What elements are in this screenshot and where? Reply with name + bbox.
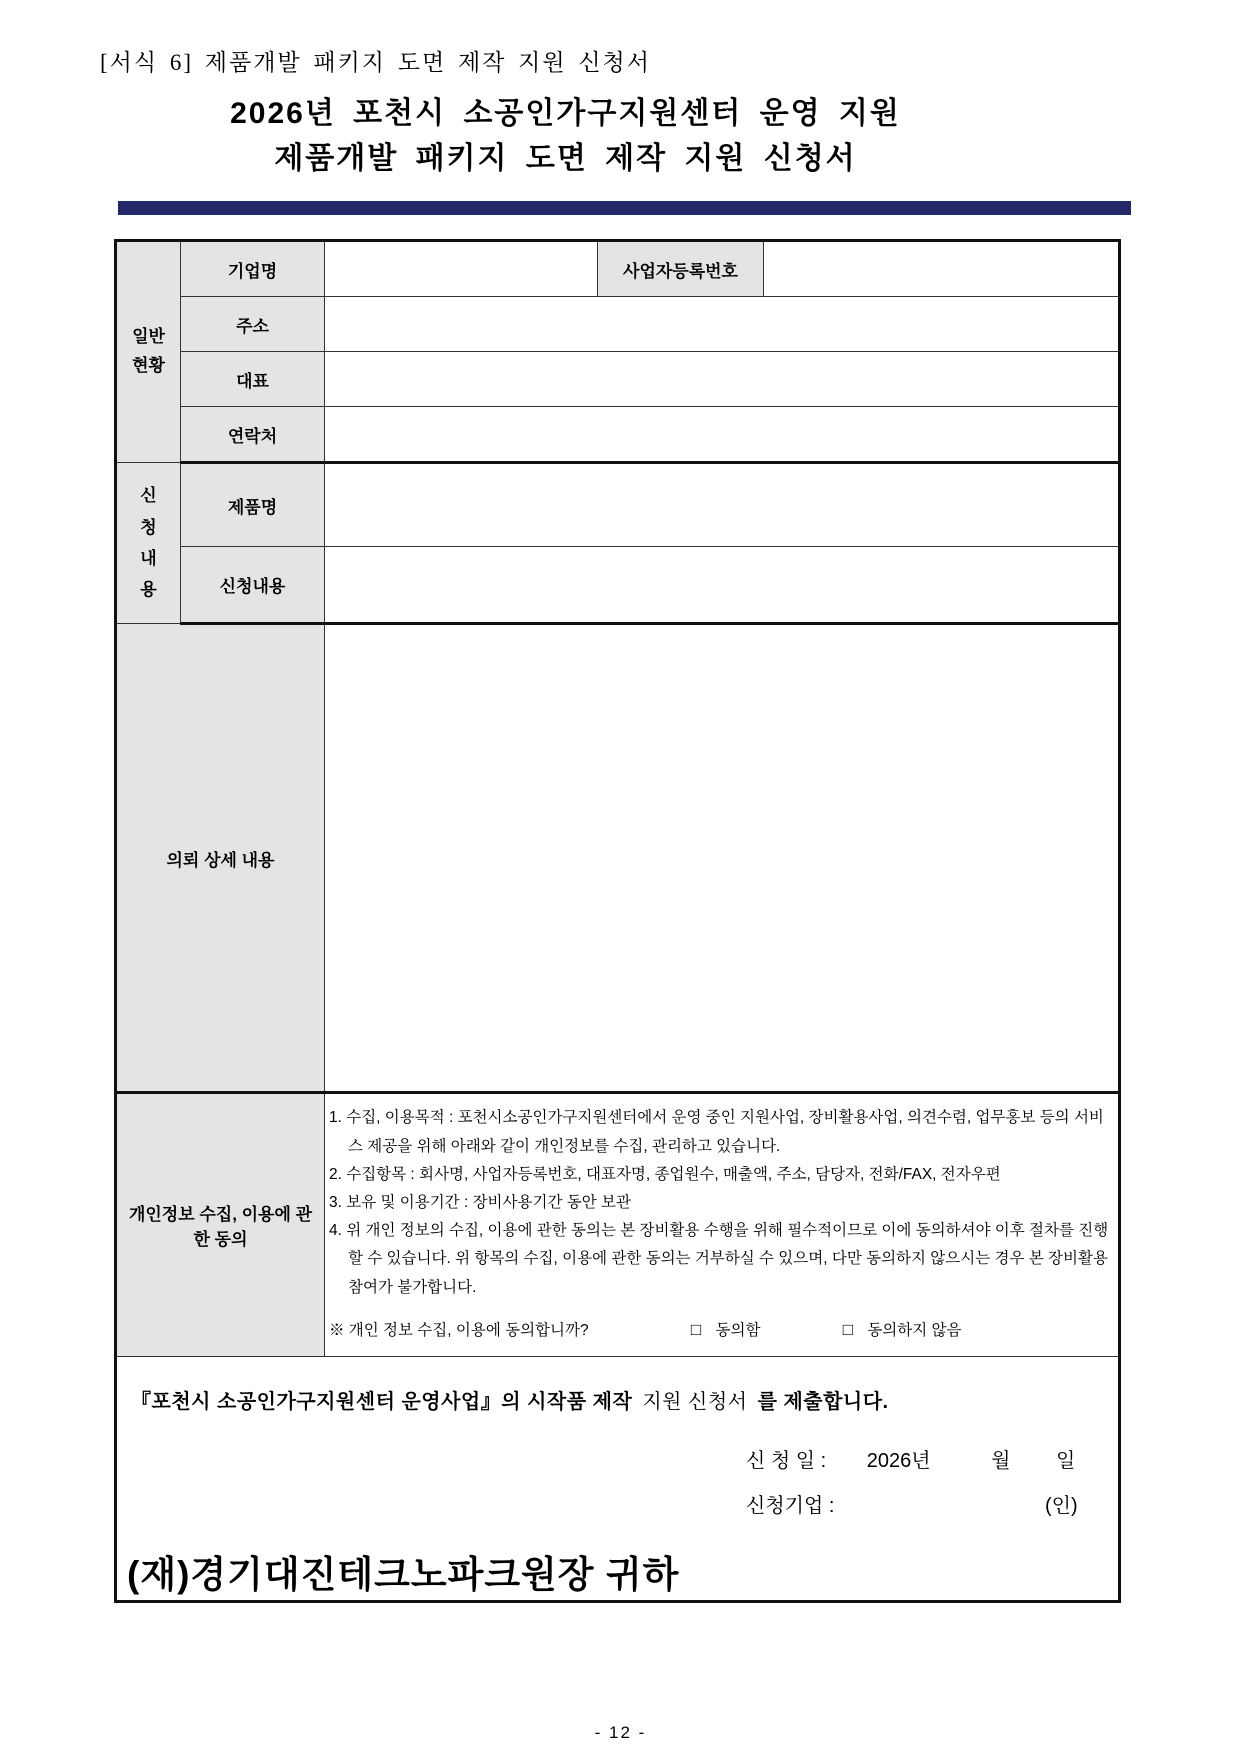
row-product-name (116, 463, 1120, 547)
row-request-detail (116, 624, 1120, 1093)
statement-part2: 지원 신청서 (642, 1391, 748, 1413)
consent-question: ※ 개인 정보 수집, 이용에 동의합니까? (329, 1321, 589, 1339)
accent-divider-bar (118, 201, 1131, 215)
request-detail-field[interactable] (325, 624, 1120, 1093)
agree-checkbox-icon[interactable]: □ (690, 1319, 702, 1339)
submission-statement (131, 1385, 1114, 1414)
disagree-checkbox-icon[interactable]: □ (842, 1319, 854, 1339)
request-detail-label: 의뢰 상세 내용 (116, 624, 325, 1093)
application-date-year: 2026년 (866, 1450, 931, 1472)
row-submission (116, 1357, 1120, 1602)
agree-label: 동의함 (715, 1321, 761, 1339)
privacy-item-2: 2. 수집항목 : 회사명, 사업자등록번호, 대표자명, 종업원수, 매출액, 주소, 담당자, 전화/FAX, 전자우편 (329, 1165, 1001, 1183)
privacy-item-4: 4. 위 개인 정보의 수집, 이용에 관한 동의는 본 장비활용 수행을 위해 필수적이므로 이에 동의하셔야 이후 절차를 진행 할 수 있습니다. 위 항목의 수집, 이용에 관한 동의는 거부하실 수 있으며, 다만 동의하지 않으시는 경우 본 장비활용 참여가 불가합니다. (329, 1222, 1109, 1296)
consent-disagree-option[interactable] (843, 1315, 962, 1346)
group-application-content-label: 신청내용 (140, 486, 157, 600)
privacy-consent-body (325, 1093, 1120, 1357)
business-reg-number-field[interactable] (764, 241, 1120, 297)
row-company (116, 241, 1120, 297)
row-request-content (116, 547, 1120, 624)
recipient-line: (재)경기대진테크노파크원장 귀하 (127, 1554, 680, 1595)
application-date-label: 신 청 일 : (746, 1450, 827, 1472)
statement-part1: 『포천시 소공인가구지원센터 운영사업』의 시작품 제작 (131, 1391, 633, 1413)
consent-agree-option[interactable] (691, 1315, 761, 1346)
group-application-content (116, 463, 181, 624)
company-name-label: 기업명 (181, 241, 325, 297)
address-label: 주소 (181, 297, 325, 352)
product-name-label: 제품명 (181, 463, 325, 547)
privacy-item-3: 3. 보유 및 이용기간 : 장비사용기간 동안 보관 (329, 1193, 631, 1211)
application-date-day: 일 (1056, 1450, 1076, 1472)
document-title-line1: 2026년 포천시 소공인가구지원센터 운영 지원 (230, 97, 901, 130)
applicant-company-line (746, 1489, 1114, 1518)
page-number: - 12 - (594, 1723, 647, 1742)
application-date-line (746, 1444, 1114, 1473)
request-content-field[interactable] (325, 547, 1120, 624)
group-general-status (116, 241, 181, 463)
privacy-item-1: 1. 수집, 이용목적 : 포천시소공인가구지원센터에서 운영 중인 지원사업, 장비활용사업, 의견수렴, 업무홍보 등의 서비스 제공을 위해 아래와 같이 개인정보를 수집, 관리하고 있습니다. (329, 1109, 1104, 1155)
ceo-label: 대표 (181, 352, 325, 407)
document-title-line2: 제품개발 패키지 도면 제작 지원 신청서 (274, 142, 857, 175)
applicant-company-label: 신청기업 : (746, 1495, 835, 1517)
submission-section (116, 1357, 1120, 1602)
statement-part3: 를 제출합니다. (757, 1391, 889, 1413)
contact-label: 연락처 (181, 407, 325, 463)
privacy-consent-label: 개인정보 수집, 이용에 관한 동의 (116, 1093, 325, 1357)
contact-field[interactable] (325, 407, 1120, 463)
submission-fields (746, 1444, 1114, 1518)
document-title (114, 91, 1127, 181)
seal-mark: (인) (1044, 1495, 1078, 1517)
request-content-label: 신청내용 (181, 547, 325, 624)
row-privacy-consent (116, 1093, 1120, 1357)
business-reg-number-label: 사업자등록번호 (598, 241, 764, 297)
application-date-month: 월 (991, 1450, 1011, 1472)
address-field[interactable] (325, 297, 1120, 352)
disagree-label: 동의하지 않음 (867, 1321, 962, 1339)
company-name-field[interactable] (325, 241, 598, 297)
consent-question-line (329, 1315, 1114, 1346)
form-number-label: [서식 6] 제품개발 패키지 도면 제작 지원 신청서 (100, 50, 651, 75)
group-general-status-label: 일반 현황 (132, 327, 165, 375)
product-name-field[interactable] (325, 463, 1120, 547)
application-form-table (114, 239, 1121, 1603)
row-contact (116, 407, 1120, 463)
row-ceo (116, 352, 1120, 407)
ceo-field[interactable] (325, 352, 1120, 407)
row-address (116, 297, 1120, 352)
